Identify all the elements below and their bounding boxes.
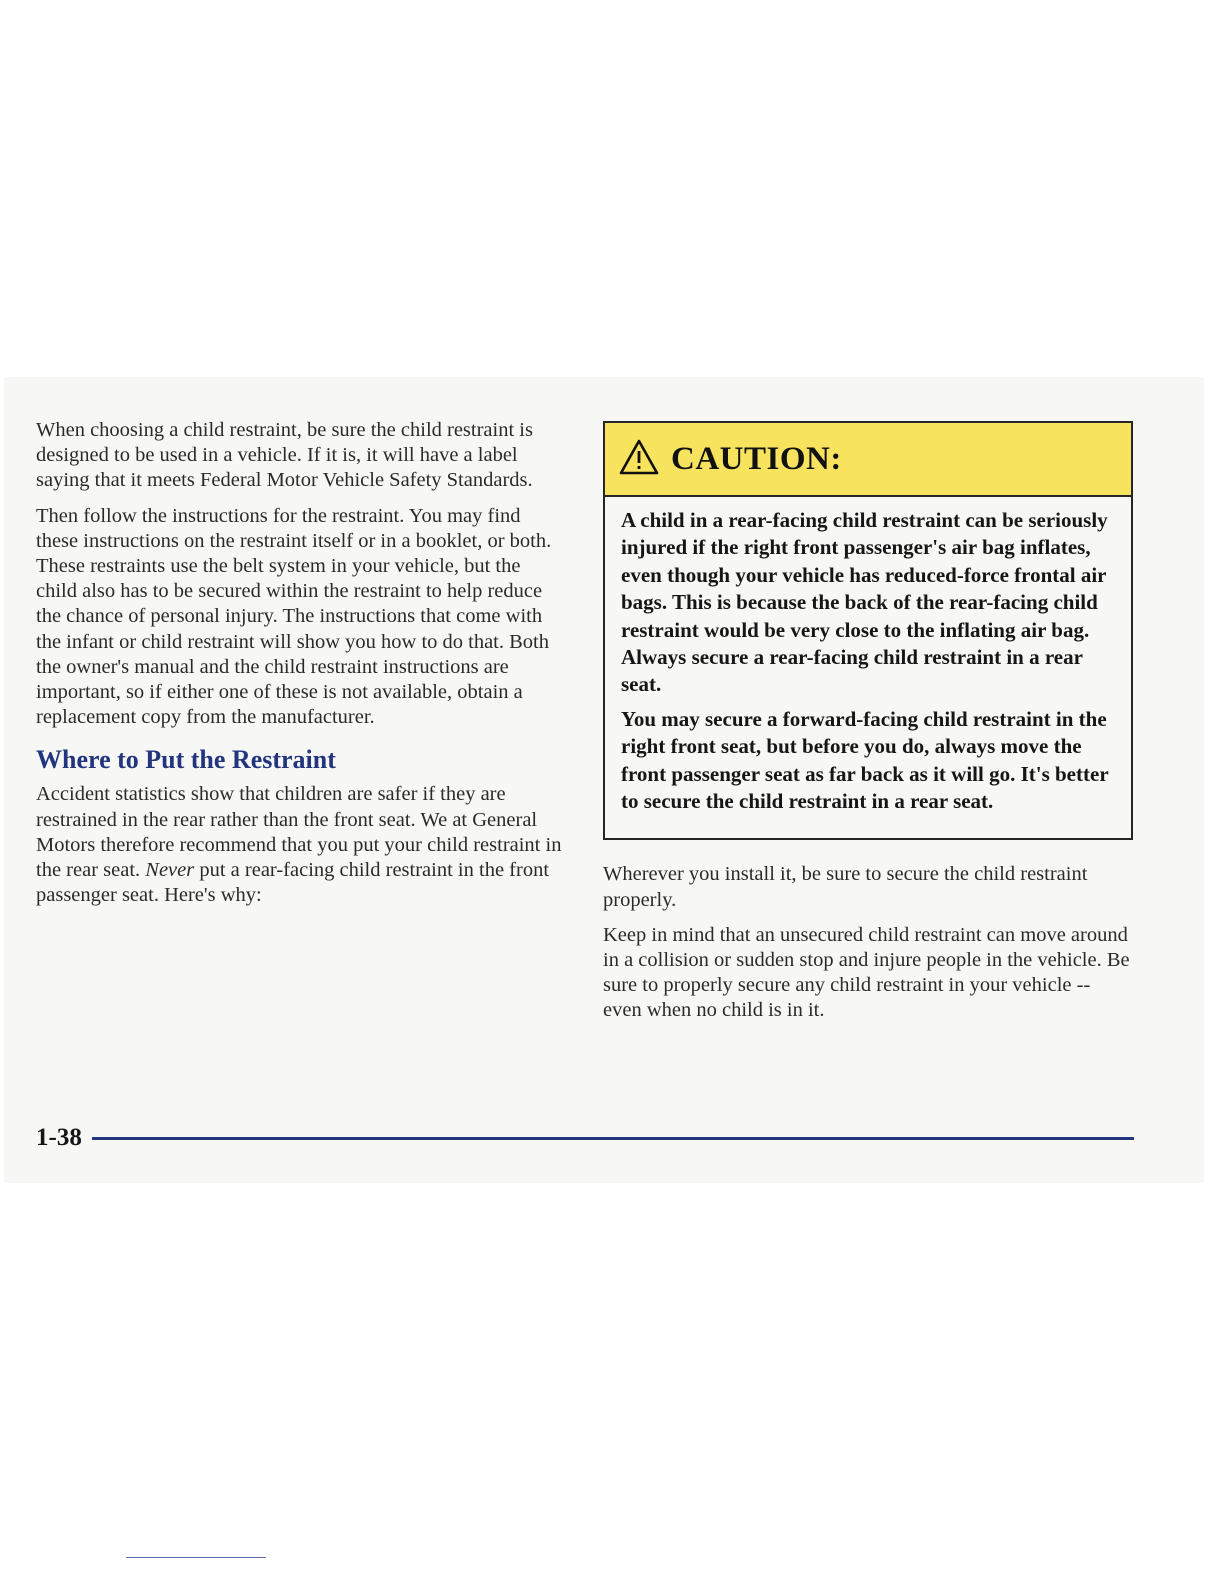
footer-rule bbox=[92, 1137, 1134, 1140]
page-footer bbox=[36, 1120, 1134, 1156]
paragraph-follow-instructions: Then follow the instructions for the restraint. You may find these instructions on the restraint itself or in a booklet, or both. These restraints use the belt system in your vehicle, but the child also has to be secured within the restraint to help reduce the chance of personal injury. The instructions that come with the infant or child restraint will show you how to do that. Both the owner's manual and the child restraint instructions are important, so if either one of these is not available, obtain a replacement copy from the manufacturer. bbox=[36, 504, 552, 729]
left-column bbox=[36, 418, 566, 918]
warning-triangle-icon bbox=[619, 439, 659, 480]
caution-box bbox=[603, 421, 1133, 840]
paragraph-unsecured-restraint: Keep in mind that an unsecured child restraint can move around in a collision or sudden stop and injure people in the vehicle. Be sure to properly secure any child restraint in your vehicle -- even when no child is in it. bbox=[603, 923, 1130, 1022]
paragraph-install-properly: Wherever you install it, be sure to secure the child restraint properly. bbox=[603, 863, 1088, 911]
paragraph-accident-statistics bbox=[36, 782, 566, 908]
never-emphasis: Never bbox=[145, 859, 195, 882]
page-number: 1-38 bbox=[36, 1124, 82, 1151]
statistics-text-end: put a rear-facing child restraint in the front passenger seat. Here's why: bbox=[36, 859, 550, 907]
paragraph-choosing-restraint: When choosing a child restraint, be sure the child restraint is designed to be used in a vehicle. If it is, it will have a label saying that it meets Federal Motor Vehicle Safety Standards. bbox=[36, 419, 533, 492]
caution-paragraph-forward-facing: You may secure a forward-facing child restraint in the right front seat, but before you do, always move the front passenger seat as far back as it will go. It's better to secure the child restraint in a rear seat. bbox=[621, 706, 1109, 814]
section-heading: Where to Put the Restraint bbox=[36, 745, 336, 775]
caution-title: CAUTION: bbox=[671, 440, 842, 477]
after-caution-text bbox=[603, 862, 1133, 1023]
caution-body bbox=[605, 497, 1131, 838]
bottom-divider bbox=[126, 1557, 266, 1558]
caution-paragraph-rear-facing: A child in a rear-facing child restraint can be seriously injured if the right front passenger's air bag inflates, even though your vehicle has reduced-force frontal air bags. This is because the back of the rear-facing child restraint would be very close to the inflating air bag. Always secure a rear-facing child restraint in a rear seat. bbox=[621, 508, 1108, 697]
right-column bbox=[603, 421, 1133, 1034]
caution-header bbox=[605, 423, 1131, 497]
statistics-text-start: Accident statistics show that children are safer if they are restrained in the rear rather than the front seat. We at General Motors therefore recommend that you put your child restraint in the rear seat. bbox=[36, 783, 562, 882]
